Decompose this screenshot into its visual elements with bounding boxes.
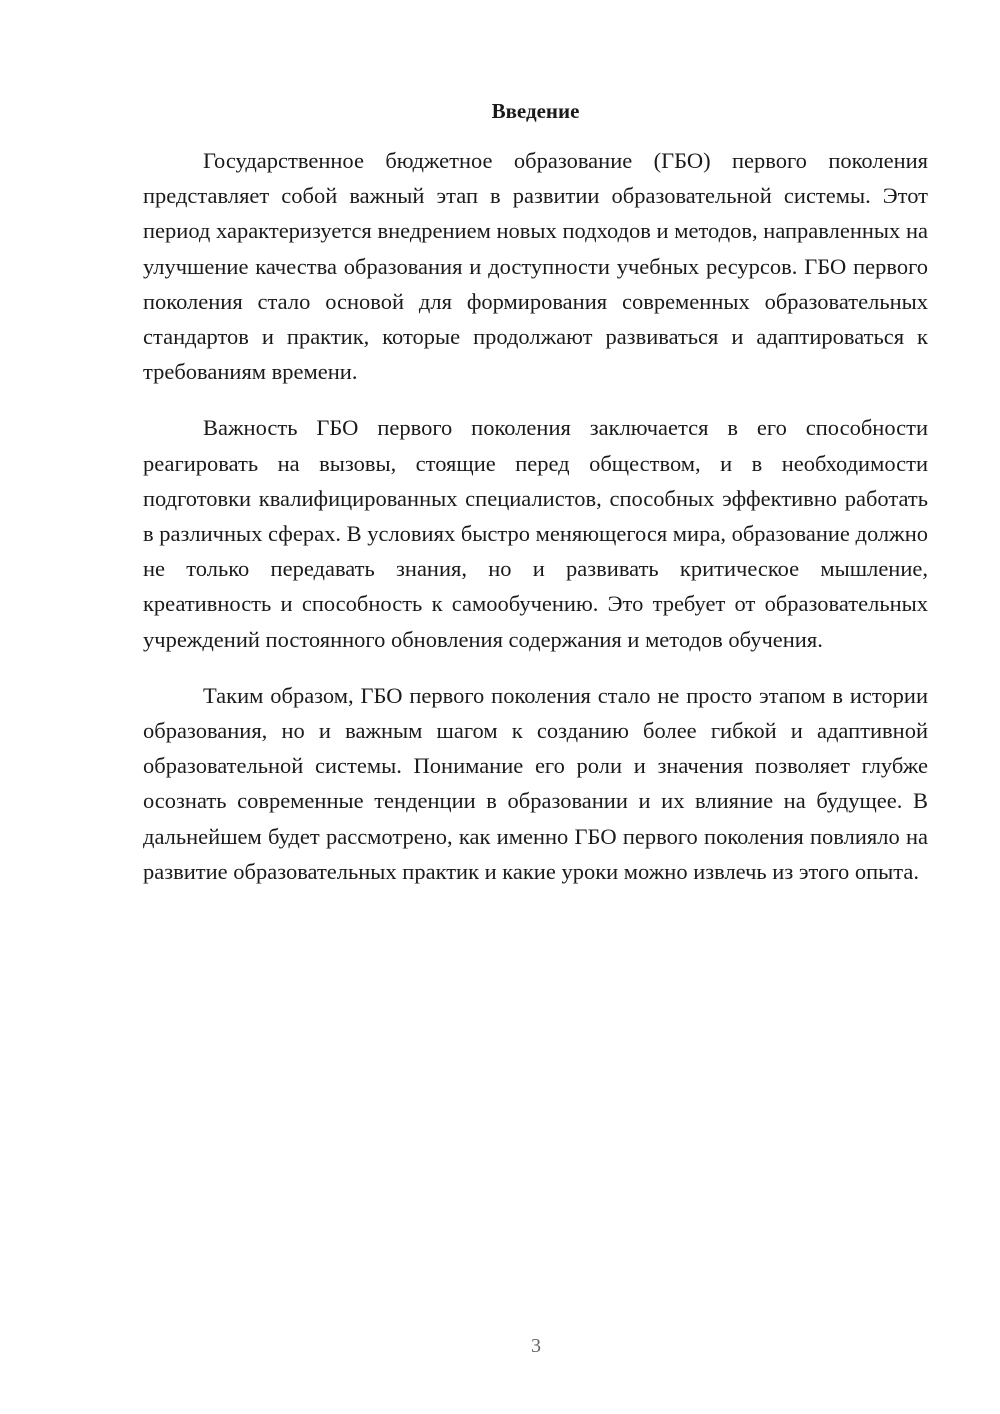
paragraph-2: Важность ГБО первого поколения заключается в его способности реагировать на вызовы, стоящие перед обществом, и в необходимости подготовки квалифицированных специалистов, способных эффективно работать в различных сферах. В условиях быстро меняющегося мира, образование должно не только передавать знания, но и развивать критическое мышление, креативность и способность к самообучению. Это требует от образовательных учреждений постоянного обновления содержания и методов обучения. (143, 415, 928, 652)
page-content (143, 96, 928, 889)
paragraph-1: Государственное бюджетное образование (ГБО) первого поколения представляет собой важный этап в развитии образовательной системы. Этот период характеризуется внедрением новых подходов и методов, направленных на улучшение качества образования и доступности учебных ресурсов. ГБО первого поколения стало основой для формирования современных образовательных стандартов и практик, которые продолжают развиваться и адаптироваться к требованиям времени. (143, 148, 928, 385)
paragraph-3: Таким образом, ГБО первого поколения стало не просто этапом в истории образования, но и важным шагом к созданию более гибкой и адаптивной образовательной системы. Понимание его роли и значения позволяет глубже осознать современные тенденции в образовании и их влияние на будущее. В дальнейшем будет рассмотрено, как именно ГБО первого поколения повлияло на развитие образовательных практик и какие уроки можно извлечь из этого опыта. (143, 682, 928, 884)
page-number: 3 (531, 1335, 541, 1357)
section-title: Введение (491, 99, 580, 123)
